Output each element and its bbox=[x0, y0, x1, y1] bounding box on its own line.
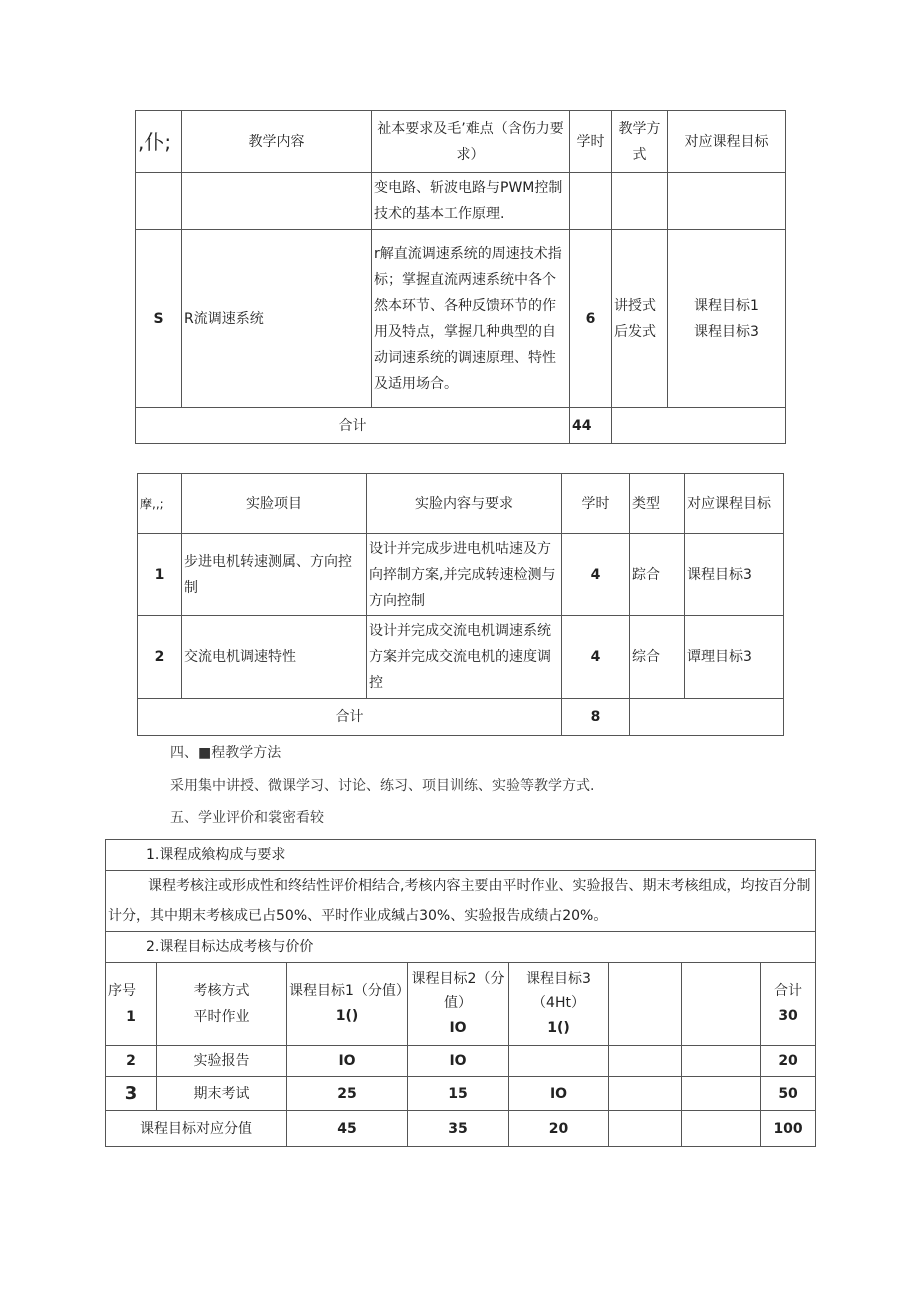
row-requirements: 设计并完成步进电机咕速及方向捽制方案,并完成转速检测与方向控制 bbox=[367, 534, 562, 616]
row-no bbox=[136, 173, 182, 230]
total-label: 课程目标对应分值 bbox=[106, 1111, 287, 1147]
row-no: S bbox=[136, 230, 182, 408]
row-no: 2 bbox=[138, 616, 182, 699]
table-row bbox=[106, 1077, 816, 1111]
header-method-cell bbox=[157, 963, 287, 1046]
header-no: 摩,,; bbox=[138, 474, 182, 534]
subsection2-title: 2.课程目标达成考核与价价 bbox=[106, 932, 816, 963]
row-goal bbox=[668, 173, 786, 230]
header-hours: 学时 bbox=[570, 111, 612, 173]
header-total: 合计 bbox=[774, 983, 803, 999]
empty-cell bbox=[609, 963, 682, 1046]
row-goal2: 15 bbox=[408, 1077, 509, 1111]
row-method: 平时作业 bbox=[193, 1009, 250, 1025]
row-item: 步进电机转速测属、方向控制 bbox=[182, 534, 367, 616]
header-requirements: 祉本要求及毛’难点（含伤力要求） bbox=[372, 111, 570, 173]
row-goal1: IO bbox=[287, 1046, 408, 1077]
assessment-table bbox=[105, 839, 816, 1147]
table-row bbox=[106, 1046, 816, 1077]
table-row bbox=[136, 173, 786, 230]
row-type: 综合 bbox=[630, 616, 685, 699]
total-empty bbox=[630, 699, 784, 736]
row-total: 30 bbox=[778, 1008, 798, 1024]
header-goal3: 课程目标3（4Ht） bbox=[526, 971, 591, 1011]
grading-paragraph: 课程考核注或形成性和终结性评价相结合,考核内容主要由平时作业、实验报告、期末考核组成，均按百分制计分，其中期末考核成已占50%、平时作业成缄占30%、实验报告成绩占20%。 bbox=[106, 871, 816, 932]
row-goal3: 1() bbox=[547, 1020, 570, 1036]
section4-text: 采用集中讲授、微课学习、讨论、练习、项目训练、实验等教学方式. bbox=[170, 778, 595, 794]
header-goal: 对应课程目标 bbox=[668, 111, 786, 173]
header-row bbox=[106, 963, 816, 1046]
row-no: 1 bbox=[126, 1009, 136, 1025]
section5-title: 五、学业评价和裳密看较 bbox=[170, 810, 324, 826]
total-goal2: 35 bbox=[408, 1111, 509, 1147]
header-goal3-cell bbox=[509, 963, 609, 1046]
header-hours: 学时 bbox=[562, 474, 630, 534]
row-goal2: IO bbox=[449, 1020, 467, 1036]
total-goal1: 45 bbox=[287, 1111, 408, 1147]
row-hours bbox=[570, 173, 612, 230]
header-goal1-cell bbox=[287, 963, 408, 1046]
row-hours: 4 bbox=[562, 534, 630, 616]
row-hours: 4 bbox=[562, 616, 630, 699]
header-content: 教学内容 bbox=[182, 111, 372, 173]
row-goal2: IO bbox=[408, 1046, 509, 1077]
goal-3: 课程目标3 bbox=[694, 323, 759, 340]
row-method: 讲授式后发式 bbox=[612, 230, 668, 408]
row-requirements: 设计并完成交流电机调速系统方案并完成交流电机的速度调控 bbox=[367, 616, 562, 699]
header-method: 教学方式 bbox=[612, 111, 668, 173]
total-row bbox=[106, 1111, 816, 1147]
header-type: 类型 bbox=[630, 474, 685, 534]
table-row bbox=[138, 534, 784, 616]
teaching-content-table bbox=[135, 110, 786, 444]
empty-cell bbox=[609, 1046, 682, 1077]
row-hours: 6 bbox=[570, 230, 612, 408]
header-item: 实脸项目 bbox=[182, 474, 367, 534]
table-row bbox=[138, 616, 784, 699]
row-goal3 bbox=[509, 1046, 609, 1077]
row-requirements: 变电路、斩波电路与PWM控制技术的基本工作原理. bbox=[372, 173, 570, 230]
header-method: 考核方式 bbox=[193, 983, 250, 999]
row-no: 2 bbox=[106, 1046, 157, 1077]
total-hours: 8 bbox=[562, 699, 630, 736]
total-empty bbox=[612, 408, 786, 444]
header-requirements: 实脸内容与要求 bbox=[367, 474, 562, 534]
table-row bbox=[136, 230, 786, 408]
row-type: 踪合 bbox=[630, 534, 685, 616]
row-total: 20 bbox=[761, 1046, 816, 1077]
row-method: 期末考试 bbox=[157, 1077, 287, 1111]
row-goal1: 1() bbox=[335, 1008, 359, 1024]
total-label: 合计 bbox=[136, 408, 570, 444]
row-goal1: 25 bbox=[287, 1077, 408, 1111]
row-content: R流调速系统 bbox=[182, 230, 372, 408]
row-goal3: IO bbox=[509, 1077, 609, 1111]
empty-cell bbox=[682, 1077, 761, 1111]
empty-cell bbox=[682, 1046, 761, 1077]
empty-cell bbox=[609, 1077, 682, 1111]
empty-cell bbox=[682, 963, 761, 1046]
row-goal: 谭理目标3 bbox=[685, 616, 784, 699]
empty-cell bbox=[682, 1111, 761, 1147]
header-goal2-cell bbox=[408, 963, 509, 1046]
row-content bbox=[182, 173, 372, 230]
subsection1-title: 1.课程成飨构成与要求 bbox=[106, 840, 816, 871]
header-total-cell bbox=[761, 963, 816, 1046]
experiment-table bbox=[137, 473, 784, 736]
total-sum: 100 bbox=[761, 1111, 816, 1147]
row-method bbox=[612, 173, 668, 230]
header-goal: 对应课程目标 bbox=[685, 474, 784, 534]
row-no: 3 bbox=[106, 1077, 157, 1111]
section4-title: 四、■程教学方法 bbox=[170, 745, 282, 761]
header-goal1: 课程目标1（分值） bbox=[289, 983, 410, 999]
total-label: 合计 bbox=[138, 699, 562, 736]
goal-1: 课程目标1 bbox=[694, 297, 759, 314]
row-requirements: r解直流调速系统的周速技术指标；掌握直流两速系统中各个然本环节、各种反馈环节的作用及特点，掌握几种典型的自动词速系统的调速原理、特性及适用场合。 bbox=[372, 230, 570, 408]
row-item: 交流电机调速特性 bbox=[182, 616, 367, 699]
total-hours: 44 bbox=[570, 408, 612, 444]
row-method: 实验报告 bbox=[157, 1046, 287, 1077]
row-no: 1 bbox=[138, 534, 182, 616]
header-no: 序号 bbox=[108, 983, 136, 999]
empty-cell bbox=[609, 1111, 682, 1147]
header-no: ,仆; bbox=[136, 111, 182, 173]
row-goal bbox=[668, 230, 786, 408]
total-goal3: 20 bbox=[509, 1111, 609, 1147]
row-goal: 课程目标3 bbox=[685, 534, 784, 616]
header-goal2: 课程目标2（分值） bbox=[411, 971, 505, 1011]
header-no-cell bbox=[106, 963, 157, 1046]
row-total: 50 bbox=[761, 1077, 816, 1111]
